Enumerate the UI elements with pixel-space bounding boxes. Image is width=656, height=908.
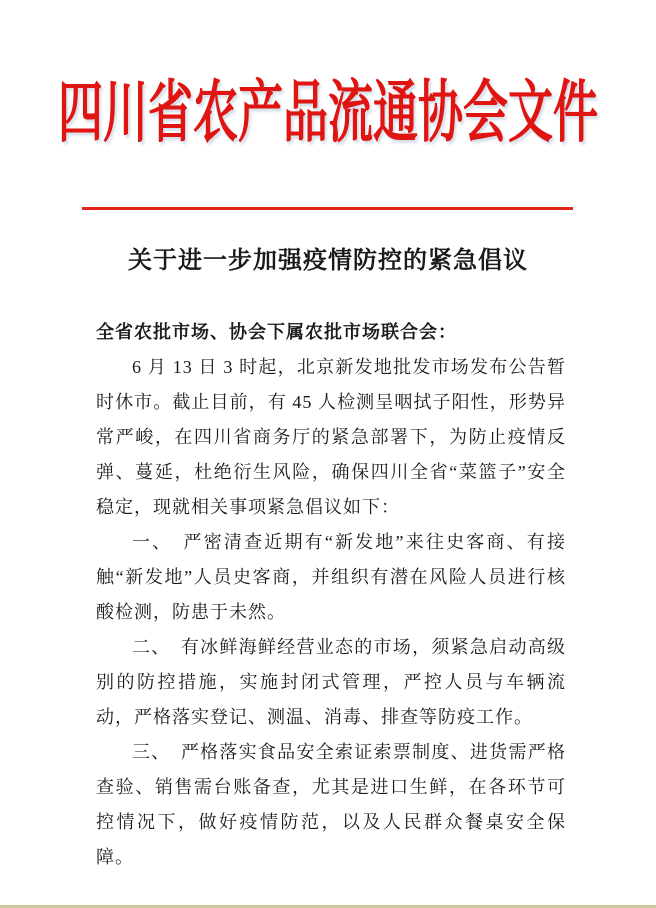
body-paragraphs xyxy=(96,350,566,875)
body-paragraph: 三、 严格落实食品安全索证索票制度、进货需严格查验、销售需台账备查，尤其是进口生鲜，在各环节可控情况下，做好疫情防范，以及人民群众餐桌安全保障。 xyxy=(96,742,566,867)
letterhead xyxy=(0,75,656,151)
letterhead-title: 四川省农产品流通协会文件 xyxy=(57,75,598,151)
body-paragraph: 二、 有冰鲜海鲜经营业态的市场，须紧急启动高级别的防控措施，实施封闭式管理，严控人员与车辆流动，严格落实登记、测温、消毒、排查等防疫工作。 xyxy=(96,637,566,727)
body-paragraph: 6 月 13 日 3 时起，北京新发地批发市场发布公告暂时休市。截止目前，有 45 人检测呈咽拭子阳性，形势异常严峻，在四川省商务厅的紧急部署下，为防止疫情反弹、蔓延，杜绝衍生风险，确保四川全省“菜篮子”安全稳定，现就相关事项紧急倡议如下： xyxy=(96,357,566,517)
document-body xyxy=(96,315,566,875)
document-title: 关于进一步加强疫情防控的紧急倡议 xyxy=(128,248,528,274)
body-paragraph: 一、 严密清查近期有“新发地”来往史客商、有接触“新发地”人员史客商，并组织有潜在风险人员进行核酸检测，防患于未然。 xyxy=(96,532,566,622)
red-divider-line xyxy=(82,207,573,210)
salutation: 全省农批市场、协会下属农批市场联合会： xyxy=(96,322,457,342)
